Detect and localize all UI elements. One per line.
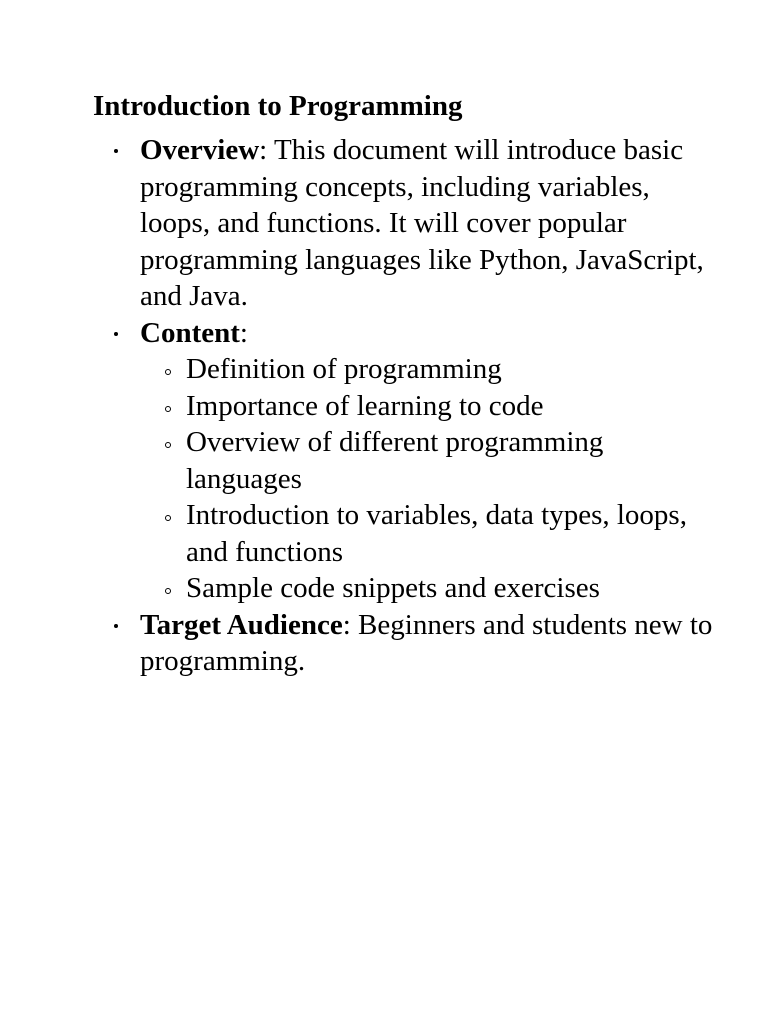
separator: : bbox=[259, 134, 268, 166]
separator: : bbox=[342, 608, 351, 641]
bullet-disc-icon bbox=[114, 624, 118, 628]
bullet-disc-icon bbox=[114, 332, 118, 336]
sub-list-item bbox=[140, 497, 713, 570]
bullet-circle-icon bbox=[165, 515, 171, 521]
term-content: Content bbox=[140, 316, 240, 349]
list-item-content bbox=[93, 315, 713, 607]
sub-list-item bbox=[140, 570, 713, 607]
main-bullet-list bbox=[93, 132, 713, 680]
document-title: Introduction to Programming bbox=[93, 90, 463, 122]
bullet-circle-icon bbox=[165, 442, 171, 448]
sub-item-text: Introduction to variables, data types, loops, and functions bbox=[186, 499, 687, 568]
sub-list-item bbox=[140, 424, 713, 497]
term-target-audience: Target Audience bbox=[140, 608, 343, 641]
sub-list-item bbox=[140, 388, 713, 425]
separator: : bbox=[239, 316, 248, 349]
term-overview: Overview bbox=[140, 134, 260, 166]
sub-item-text: Sample code snippets and exercises bbox=[186, 572, 600, 604]
document-page bbox=[93, 84, 713, 680]
sub-item-text: Definition of programming bbox=[186, 353, 502, 385]
list-item-overview bbox=[93, 132, 713, 315]
list-item-target-audience bbox=[93, 607, 713, 680]
bullet-circle-icon bbox=[165, 406, 171, 412]
target-audience-text: Beginners and students new to programming. bbox=[140, 608, 713, 677]
sub-item-text: Importance of learning to code bbox=[186, 389, 544, 422]
sub-item-text: Overview of different programming languages bbox=[186, 426, 604, 495]
sub-list-item bbox=[140, 351, 713, 388]
bullet-disc-icon bbox=[114, 149, 118, 153]
bullet-circle-icon bbox=[165, 369, 171, 375]
overview-text: This document will introduce basic programming concepts, including variables, loops, and functions. It will cover popular programming languages like Python, JavaScript, and Java. bbox=[140, 134, 704, 312]
bullet-circle-icon bbox=[165, 588, 171, 594]
content-sub-list bbox=[140, 351, 713, 607]
